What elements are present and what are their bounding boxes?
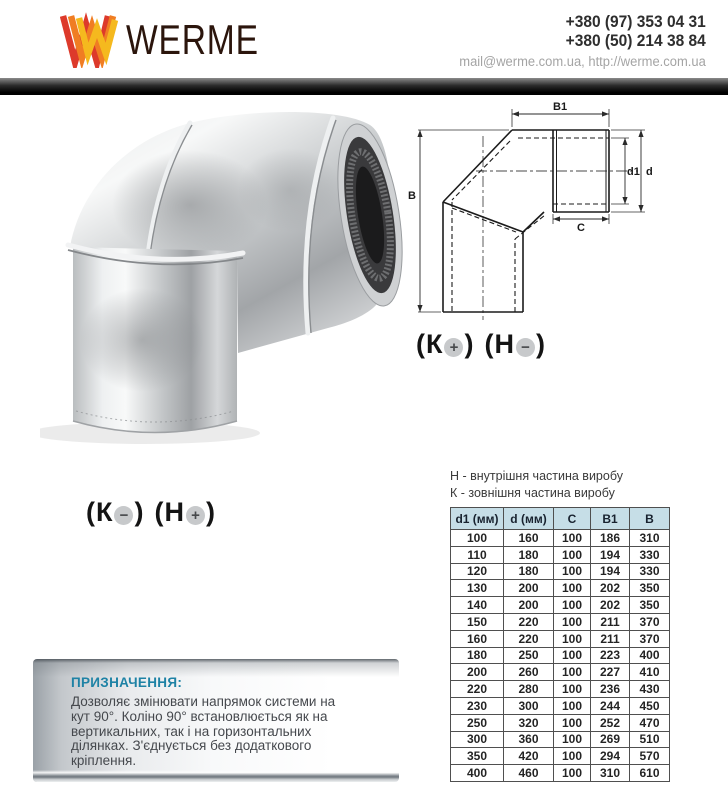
table-cell: 200 (504, 580, 554, 597)
table-cell: 100 (554, 546, 591, 563)
table-cell: 420 (504, 748, 554, 765)
table-cell: 350 (451, 748, 504, 765)
diagram-marking (416, 329, 546, 360)
size-table-header (451, 508, 670, 530)
table-cell: 300 (504, 697, 554, 714)
table-cell: 100 (554, 697, 591, 714)
table-cell: 180 (504, 546, 554, 563)
logo (60, 12, 292, 68)
marking-text: ) (535, 329, 546, 359)
table-cell: 100 (554, 731, 591, 748)
table-cell: 150 (451, 613, 504, 630)
table-cell: 100 (554, 613, 591, 630)
dim-label-d1: d1 (627, 166, 640, 178)
table-cell: 160 (504, 530, 554, 547)
product-photo-elbow (40, 95, 405, 445)
table-row (451, 546, 670, 563)
header-divider-bar (0, 78, 728, 95)
table-cell: 100 (554, 664, 591, 681)
column-header: B (630, 508, 670, 530)
table-cell: 200 (504, 597, 554, 614)
table-row (451, 597, 670, 614)
legend-line-h: Н - внутрішня частина виробу (450, 469, 623, 483)
table-row (451, 613, 670, 630)
table-cell: 250 (451, 714, 504, 731)
table-cell: 100 (554, 580, 591, 597)
marking-text: ) (205, 497, 216, 527)
table-cell: 194 (591, 546, 630, 563)
table-cell: 100 (554, 530, 591, 547)
table-row (451, 664, 670, 681)
table-row (451, 748, 670, 765)
table-cell: 223 (591, 647, 630, 664)
table-cell: 186 (591, 530, 630, 547)
logo-w-icon (60, 12, 122, 68)
plus-circle-icon: + (186, 506, 205, 525)
table-cell: 430 (630, 681, 670, 698)
table-cell: 227 (591, 664, 630, 681)
table-cell: 100 (451, 530, 504, 547)
table-cell: 180 (451, 647, 504, 664)
table-cell: 100 (554, 563, 591, 580)
table-cell: 360 (504, 731, 554, 748)
table-cell: 252 (591, 714, 630, 731)
table-cell: 460 (504, 765, 554, 782)
table-cell: 310 (591, 765, 630, 782)
legend (450, 468, 623, 502)
elbow-photo-art (40, 95, 405, 445)
purpose-title: ПРИЗНАЧЕННЯ: (71, 675, 183, 690)
column-header: d1 (мм) (451, 508, 504, 530)
phone-number-2: +380 (50) 214 38 84 (565, 32, 706, 51)
table-cell: 330 (630, 563, 670, 580)
table-row (451, 681, 670, 698)
table-cell: 370 (630, 630, 670, 647)
table-cell: 260 (504, 664, 554, 681)
table-row (451, 714, 670, 731)
table-cell: 280 (504, 681, 554, 698)
table-cell: 370 (630, 613, 670, 630)
size-table-body (451, 530, 670, 782)
table-cell: 320 (504, 714, 554, 731)
email-website-links[interactable]: mail@werme.com.ua, http://werme.com.ua (459, 53, 706, 69)
plus-circle-icon: + (444, 338, 463, 357)
table-cell: 100 (554, 597, 591, 614)
table-cell: 220 (504, 613, 554, 630)
table-row (451, 630, 670, 647)
table-cell: 100 (554, 765, 591, 782)
table-cell: 400 (451, 765, 504, 782)
table-cell: 236 (591, 681, 630, 698)
table-cell: 230 (451, 697, 504, 714)
marking-text: ) (134, 497, 145, 527)
table-cell: 330 (630, 546, 670, 563)
table-cell: 450 (630, 697, 670, 714)
table-row (451, 530, 670, 547)
dim-label-b: B (408, 190, 416, 202)
dim-label-d: d (646, 166, 653, 178)
technical-drawing (406, 98, 728, 326)
table-cell: 570 (630, 748, 670, 765)
table-cell: 269 (591, 731, 630, 748)
table-cell: 250 (504, 647, 554, 664)
table-cell: 400 (630, 647, 670, 664)
table-cell: 180 (504, 563, 554, 580)
table-row (451, 731, 670, 748)
purpose-text: Дозволяє змінювати напрямок системи на кут 90°. Коліно 90° встановлюється як на вертикальних, так і на горизонтальних ділянках. З'єднується без додаткового кріплення. (71, 694, 336, 769)
column-header: C (554, 508, 591, 530)
minus-circle-icon: − (114, 506, 133, 525)
minus-circle-icon: − (516, 338, 535, 357)
table-row (451, 697, 670, 714)
marking-text: (К (86, 497, 114, 527)
table-cell: 610 (630, 765, 670, 782)
table-cell: 130 (451, 580, 504, 597)
photo-marking (86, 497, 216, 528)
table-cell: 294 (591, 748, 630, 765)
table-row (451, 765, 670, 782)
table-cell: 194 (591, 563, 630, 580)
table-cell: 211 (591, 613, 630, 630)
table-cell: 410 (630, 664, 670, 681)
legend-line-k: К - зовнішня частина виробу (450, 486, 615, 500)
table-cell: 120 (451, 563, 504, 580)
table-row (451, 580, 670, 597)
table-cell: 202 (591, 580, 630, 597)
purpose-box (33, 659, 399, 782)
table-cell: 220 (451, 681, 504, 698)
table-cell: 100 (554, 714, 591, 731)
table-cell: 140 (451, 597, 504, 614)
marking-text: (К (416, 329, 444, 359)
purpose-box-bevel (33, 770, 399, 782)
table-cell: 350 (630, 597, 670, 614)
marking-text: (Н (154, 497, 185, 527)
table-cell: 510 (630, 731, 670, 748)
table-cell: 100 (554, 630, 591, 647)
table-row (451, 563, 670, 580)
phone-number-1: +380 (97) 353 04 31 (565, 13, 706, 31)
table-cell: 110 (451, 546, 504, 563)
table-cell: 220 (504, 630, 554, 647)
size-table (450, 507, 670, 782)
logo-text: WERME (126, 16, 259, 63)
table-cell: 300 (451, 731, 504, 748)
column-header: B1 (591, 508, 630, 530)
header-contacts (449, 13, 706, 70)
marking-text: (Н (484, 329, 515, 359)
table-cell: 244 (591, 697, 630, 714)
table-cell: 211 (591, 630, 630, 647)
table-cell: 200 (451, 664, 504, 681)
table-cell: 100 (554, 647, 591, 664)
dim-label-b1: B1 (553, 101, 568, 113)
table-cell: 310 (630, 530, 670, 547)
table-cell: 160 (451, 630, 504, 647)
column-header: d (мм) (504, 508, 554, 530)
marking-text: ) (464, 329, 475, 359)
table-cell: 100 (554, 748, 591, 765)
table-cell: 350 (630, 580, 670, 597)
table-cell: 470 (630, 714, 670, 731)
table-row (451, 647, 670, 664)
dim-label-c: C (577, 222, 585, 234)
table-cell: 202 (591, 597, 630, 614)
table-cell: 100 (554, 681, 591, 698)
